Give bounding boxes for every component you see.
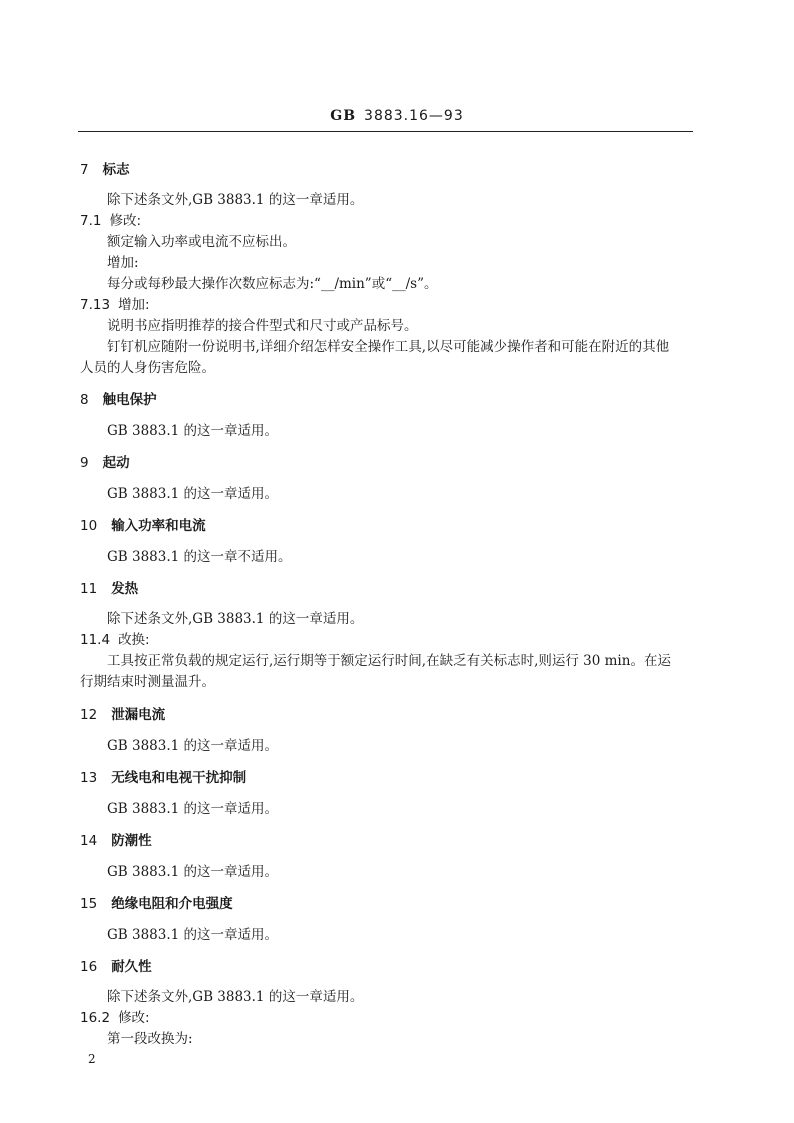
section-number: 12 [80,707,98,723]
section-title: 触电保护 [102,392,157,408]
paragraph: GB 3883.1 的这一章适用。 [107,927,279,943]
standard-prefix: GB [330,108,357,124]
section-heading-15 [80,894,794,914]
subsection-label: 修改: [118,1010,150,1026]
section-heading-10 [80,516,794,536]
subsection-number: 7.1 [80,213,102,229]
section-heading-7 [80,160,794,180]
paragraph: GB 3883.1 的这一章适用。 [107,738,279,754]
paragraph: GB 3883.1 的这一章适用。 [107,423,279,439]
paragraph: GB 3883.1 的这一章不适用。 [107,549,292,565]
subsection-label: 增加: [118,297,150,313]
page-number: 2 [88,1052,96,1066]
section-title: 无线电和电视干扰抑制 [111,770,247,786]
paragraph: 每分或每秒最大操作次数应标志为:“__/min”或“__/s”。 [107,276,438,292]
subsection-label: 修改: [109,213,142,229]
paragraph: 钉钉机应随附一份说明书,详细介绍怎样安全操作工具,以尽可能减少操作者和可能在附近的其他 [107,339,670,355]
section-title: 泄漏电流 [111,707,166,723]
section-number: 9 [80,455,89,471]
paragraph: 额定输入功率或电流不应标出。 [107,234,296,250]
paragraph: 第一段改换为: [107,1031,193,1047]
section-heading-9 [80,453,794,473]
subsection-heading-7-1 [80,211,794,231]
section-title: 起动 [102,455,130,471]
paragraph: 增加: [107,255,139,271]
subsection-heading-7-13 [80,295,794,315]
paragraph-continuation: 行期结束时测量温升。 [80,674,215,690]
paragraph: GB 3883.1 的这一章适用。 [107,801,279,817]
section-heading-8 [80,390,794,410]
section-number: 13 [80,770,98,786]
section-number: 16 [80,959,98,975]
subsection-number: 11.4 [80,632,111,648]
section-heading-14 [80,831,794,851]
subsection-heading-11-4 [80,630,794,650]
section-number: 11 [80,581,98,597]
section-number: 14 [80,833,98,849]
paragraph-continuation: 人员的人身伤害危险。 [80,360,215,376]
section-number: 7 [80,162,89,178]
paragraph: GB 3883.1 的这一章适用。 [107,864,279,880]
section-heading-13 [80,768,794,788]
standard-number: 3883.16—93 [364,108,464,124]
paragraph: 除下述条文外,GB 3883.1 的这一章适用。 [107,989,364,1005]
section-heading-11 [80,579,794,599]
subsection-label: 改换: [118,632,150,648]
subsection-number: 7.13 [80,297,111,313]
section-title: 防潮性 [111,833,152,849]
paragraph: 工具按正常负载的规定运行,运行期等于额定运行时间,在缺乏有关标志时,则运行 30 min。在运 [107,653,671,669]
section-title: 绝缘电阻和介电强度 [111,896,233,912]
section-title: 耐久性 [111,959,152,975]
page-header [0,108,794,124]
paragraph: 除下述条文外,GB 3883.1 的这一章适用。 [107,611,364,627]
section-heading-16 [80,957,794,977]
paragraph: GB 3883.1 的这一章适用。 [107,486,279,502]
section-title: 标志 [102,162,130,178]
section-number: 15 [80,896,98,912]
section-title: 发热 [111,581,139,597]
header-rule [78,131,693,132]
subsection-number: 16.2 [80,1010,111,1026]
paragraph: 说明书应指明推荐的接合件型式和尺寸或产品标号。 [107,318,418,334]
subsection-heading-16-2 [80,1008,794,1028]
paragraph: 除下述条文外,GB 3883.1 的这一章适用。 [107,192,364,208]
section-number: 8 [80,392,89,408]
section-heading-12 [80,705,794,725]
section-title: 输入功率和电流 [111,518,206,534]
section-number: 10 [80,518,98,534]
